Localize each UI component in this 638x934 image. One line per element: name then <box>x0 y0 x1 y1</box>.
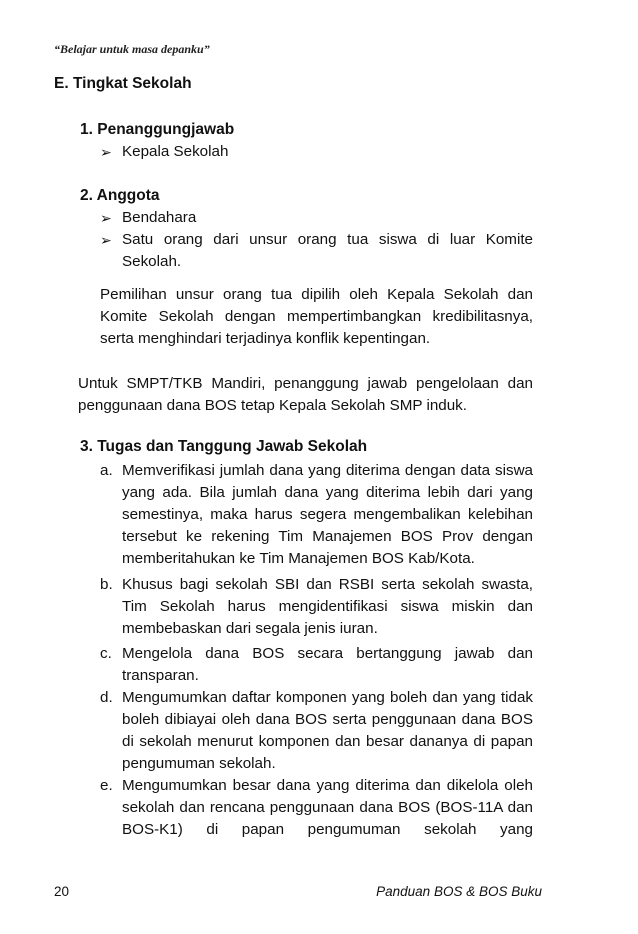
list-label: b. <box>100 576 113 593</box>
list-label: e. <box>100 777 113 794</box>
item-2-title: 2. Anggota <box>80 187 160 204</box>
item-3d-line: pengumuman sekolah. <box>122 755 276 772</box>
item-2-bullet-2-line: Satu orang dari unsur orang tua siswa di luar Komite <box>122 231 533 248</box>
item-3e-line: BOS-K1) di papan pengumuman sekolah yang <box>122 821 533 838</box>
item-2-bullet-1: Bendahara <box>122 209 197 226</box>
item-2-note-line: Komite Sekolah dengan mempertimbangkan kredibilitasnya, <box>100 308 533 325</box>
item-1-bullet: Kepala Sekolah <box>122 143 229 160</box>
running-header: “Belajar untuk masa depanku” <box>54 42 210 56</box>
item-3a-line: semestinya, maka harus segera mengembalikan kelebihan <box>122 506 533 523</box>
item-3e-line: Mengumumkan besar dana yang diterima dan dikelola oleh <box>122 777 533 794</box>
item-3b-line: membebaskan dari segala jenis iuran. <box>122 620 378 637</box>
section-title: E. Tingkat Sekolah <box>54 75 192 92</box>
item-3e-line: sekolah dan rencana penggunaan dana BOS (BOS-11A dan <box>122 799 533 816</box>
item-3d-line: Mengumumkan daftar komponen yang boleh dan yang tidak <box>122 689 533 706</box>
page-number: 20 <box>54 884 70 899</box>
item-3-title: 3. Tugas dan Tanggung Jawab Sekolah <box>80 438 368 455</box>
item-3a-line: yang ada. Bila jumlah dana yang diterima lebih dari yang <box>122 484 533 501</box>
list-label: c. <box>100 645 112 662</box>
item-3b-line: Khusus bagi sekolah SBI dan RSBI serta sekolah swasta, <box>122 576 533 593</box>
item-2-note-line: Pemilihan unsur orang tua dipilih oleh Kepala Sekolah dan <box>100 286 533 303</box>
arrowhead-bullet-icon: ➢ <box>100 210 112 226</box>
list-label: d. <box>100 689 113 706</box>
item-3d-line: di sekolah menurut komponen dan besar dananya di papan <box>122 733 533 750</box>
item-2-note-line: serta menghindari terjadinya konflik kepentingan. <box>100 330 431 347</box>
item-3c-line: Mengelola dana BOS secara bertanggung jawab dan <box>122 645 533 662</box>
arrowhead-bullet-icon: ➢ <box>100 144 112 160</box>
item-3b-line: Tim Sekolah harus mengidentifikasi siswa miskin dan <box>122 598 533 615</box>
item-2-bullet-2-line: Sekolah. <box>122 253 182 270</box>
list-label: a. <box>100 462 113 479</box>
footer-title: Panduan BOS & BOS Buku <box>376 884 542 899</box>
mandiri-paragraph-line: Untuk SMPT/TKB Mandiri, penanggung jawab pengelolaan dan <box>78 375 533 392</box>
item-1-title: 1. Penanggungjawab <box>80 121 235 138</box>
item-3a-line: Memverifikasi jumlah dana yang diterima dengan data siswa <box>122 462 533 479</box>
arrowhead-bullet-icon: ➢ <box>100 232 112 248</box>
item-3a-line: tersebut ke rekening Tim Manajemen BOS Prov dengan <box>122 528 533 545</box>
item-3a-line: memberitahukan ke Tim Manajemen BOS Kab/Kota. <box>122 550 475 567</box>
mandiri-paragraph-line: penggunaan dana BOS tetap Kepala Sekolah SMP induk. <box>78 397 467 414</box>
item-3d-line: boleh dibiayai oleh dana BOS serta penggunaan dana BOS <box>122 711 533 728</box>
item-3c-line: transparan. <box>122 667 199 684</box>
